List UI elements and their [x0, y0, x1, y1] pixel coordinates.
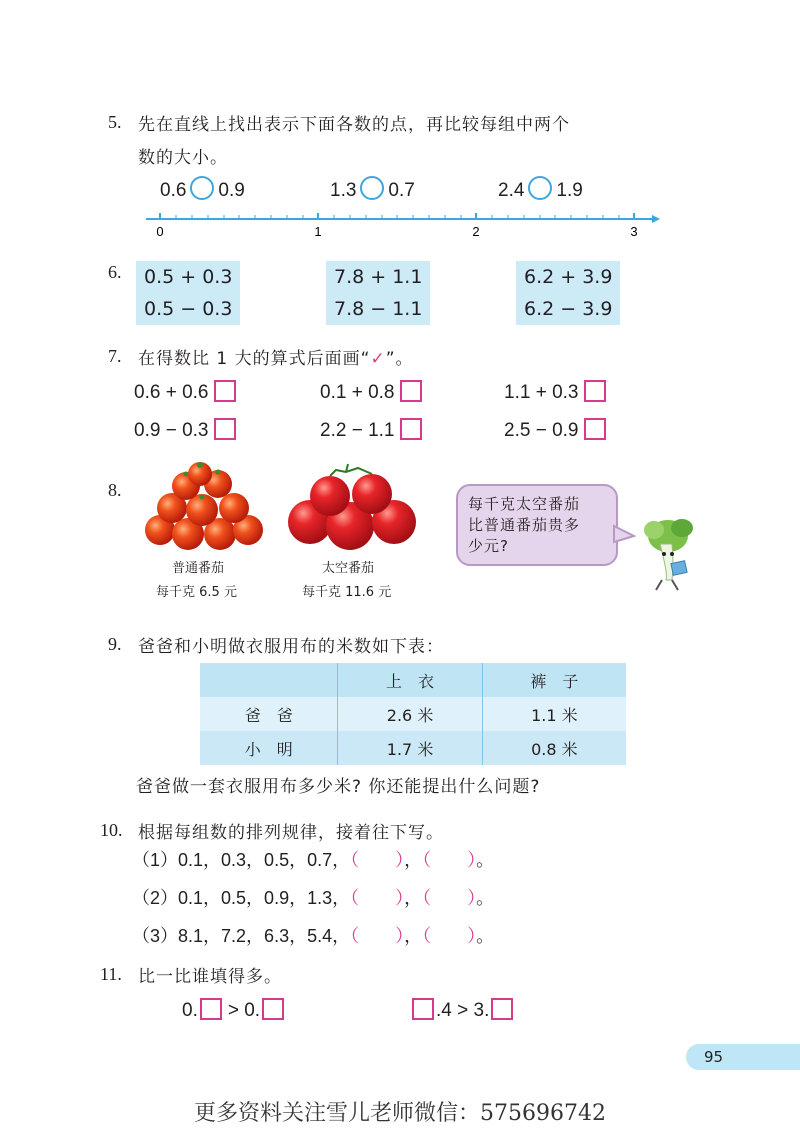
table-header-cell: 上 衣 [338, 663, 482, 697]
axis-label-1: 1 [314, 224, 322, 239]
q6-expr: 7.8 + 1.1 [334, 266, 423, 288]
q7-item: 0.9 − 0.3 [134, 418, 236, 442]
q5-text-line1: 先在直线上找出表示下面各数的点，再比较每组中两个 [138, 115, 570, 135]
q6-group-2 [326, 261, 430, 325]
answer-box[interactable] [262, 998, 284, 1020]
footer-watermark: 更多资料关注雪儿老师微信：575696742 [194, 1101, 606, 1126]
table-cell: 爸 爸 [200, 697, 338, 731]
q6-expr: 0.5 − 0.3 [144, 298, 233, 320]
blank-field[interactable]: （ ） [422, 850, 477, 870]
q11-number: 11. [100, 964, 122, 984]
table-header-cell: 裤 子 [482, 663, 626, 697]
q6-expr: 7.8 − 1.1 [334, 298, 423, 320]
q11-expr-1: 0. > 0. [182, 998, 284, 1022]
table-header-cell [200, 663, 338, 697]
space-tomato-image [286, 462, 422, 556]
answer-box[interactable] [491, 998, 513, 1020]
tomato1-price: 每千克 6.5 元 [156, 585, 237, 600]
compare-circle[interactable] [528, 176, 552, 200]
answer-box[interactable] [412, 998, 434, 1020]
q5-pair-2: 1.3 0.7 [330, 176, 415, 202]
q7-item: 2.5 − 0.9 [504, 418, 606, 442]
answer-box[interactable] [214, 380, 236, 402]
q10-seq-3: （3）8.1，7.2，6.3，5.4，（ ），（ ）。 [132, 926, 495, 946]
number-line [140, 206, 670, 240]
compare-circle[interactable] [360, 176, 384, 200]
table-cell: 1.1 米 [482, 697, 626, 731]
blank-field[interactable]: （ ） [350, 926, 405, 946]
answer-box[interactable] [400, 380, 422, 402]
check-mark-icon: ✓ [370, 349, 386, 369]
tomato2-price: 每千克 11.6 元 [302, 585, 392, 600]
page-number: 95 [704, 1048, 724, 1066]
answer-box[interactable] [200, 998, 222, 1020]
answer-box[interactable] [584, 380, 606, 402]
blank-field[interactable]: （ ） [422, 888, 477, 908]
q7-item: 0.1 + 0.8 [320, 380, 422, 404]
q10-text: 根据每组数的排列规律，接着往下写。 [138, 823, 444, 843]
answer-box[interactable] [584, 418, 606, 440]
q11-expr-2: .4 > 3. [412, 998, 513, 1022]
answer-box[interactable] [400, 418, 422, 440]
q6-group-3 [516, 261, 620, 325]
q7-text: 在得数比 1 大的算式后面画“✓”。 [138, 349, 414, 369]
q6-expr: 6.2 + 3.9 [524, 266, 613, 288]
q7-item: 0.6 + 0.6 [134, 380, 236, 404]
table-header-row [200, 663, 626, 697]
table-cell: 小 明 [200, 731, 338, 765]
speech-bubble: 每千克太空番茄 比普通番茄贵多 少元? [456, 484, 618, 566]
blank-field[interactable]: （ ） [350, 888, 405, 908]
page-number-tab [686, 1044, 800, 1070]
q9-number: 9. [108, 634, 122, 654]
q6-group-1 [136, 261, 240, 325]
tomato2-name: 太空番茄 [322, 561, 375, 576]
axis-label-3: 3 [630, 224, 638, 239]
q7-item: 1.1 + 0.3 [504, 380, 606, 404]
tomato1-name: 普通番茄 [172, 561, 225, 576]
q6-number: 6. [108, 262, 122, 282]
q9-question: 爸爸做一套衣服用布多少米? 你还能提出什么问题? [136, 777, 541, 797]
table-cell: 0.8 米 [482, 731, 626, 765]
table-row [200, 697, 626, 731]
q10-number: 10. [100, 820, 123, 840]
compare-circle[interactable] [190, 176, 214, 200]
q6-expr: 6.2 − 3.9 [524, 298, 613, 320]
q11-text: 比一比谁填得多。 [138, 967, 282, 987]
table-cell: 2.6 米 [338, 697, 482, 731]
axis-label-2: 2 [472, 224, 480, 239]
q10-seq-1: （1）0.1，0.3，0.5，0.7，（ ），（ ）。 [132, 850, 495, 870]
q7-item: 2.2 − 1.1 [320, 418, 422, 442]
axis-label-0: 0 [156, 224, 164, 239]
q5-pair-1: 0.6 0.9 [160, 176, 245, 202]
q10-seq-2: （2）0.1，0.5，0.9，1.3，（ ），（ ）。 [132, 888, 495, 908]
blank-field[interactable]: （ ） [350, 850, 405, 870]
blank-field[interactable]: （ ） [422, 926, 477, 946]
q5-text-line2: 数的大小。 [138, 148, 228, 168]
cabbage-mascot-icon [632, 514, 702, 594]
q5-pair-3: 2.4 1.9 [498, 176, 583, 202]
fabric-table [200, 663, 626, 765]
q8-number: 8. [108, 480, 122, 500]
q5-number: 5. [108, 112, 122, 132]
q9-text: 爸爸和小明做衣服用布的米数如下表： [138, 637, 444, 657]
answer-box[interactable] [214, 418, 236, 440]
table-cell: 1.7 米 [338, 731, 482, 765]
tomato-pile-image [142, 460, 266, 556]
q6-expr: 0.5 + 0.3 [144, 266, 233, 288]
q7-number: 7. [108, 346, 122, 366]
table-row [200, 731, 626, 765]
